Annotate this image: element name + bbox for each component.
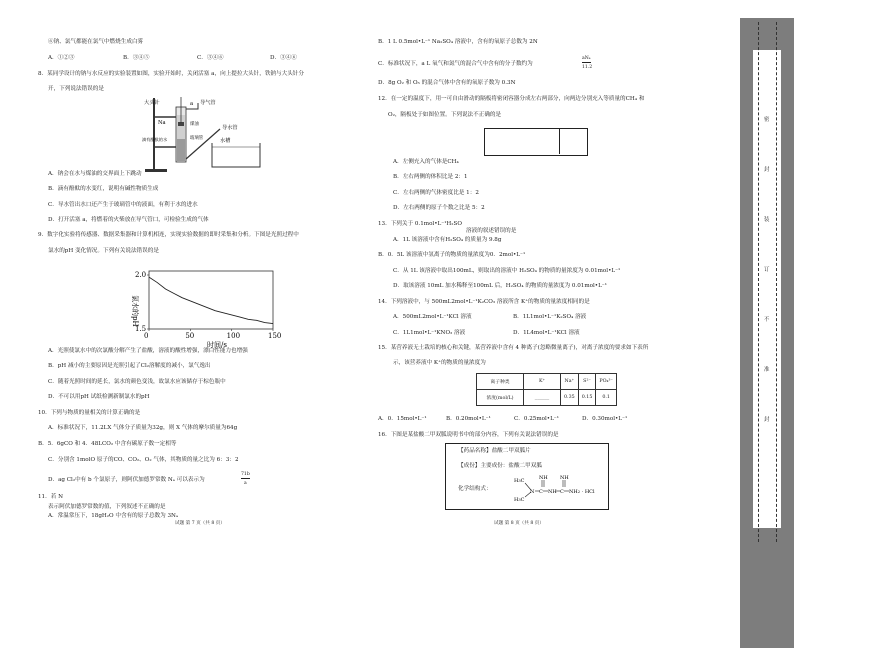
svg-text:H3C: H3C <box>514 497 525 503</box>
q10-option-b: B．5．6gCO 和 4．48LCO₂ 中含有碳原子数一定相等 <box>38 441 177 447</box>
q8-stem-line2: 开，下列说法错误的是 <box>48 86 104 92</box>
page-footer-left: 试题 第 7 页（共 8 页） <box>175 521 225 526</box>
iron-stand-base <box>145 169 167 172</box>
table-header-cell: 离子种类 <box>477 374 524 390</box>
drain-tube <box>186 129 220 159</box>
q9-option-d: D．不可以用pH 试纸检测新制氯水的pH <box>48 394 150 400</box>
svg-text:NH2 · HCl: NH2 · HCl <box>569 489 595 495</box>
q15-stem-line2: 示，该营养液中 K⁺的物质的量浓度为 <box>393 360 486 366</box>
table-cell: 0.15 <box>578 390 596 406</box>
q15-option-b: B．0.20mol•L⁻¹ <box>446 416 491 422</box>
svg-text:C: C <box>560 489 564 495</box>
table-cell: 0.35 <box>561 390 579 406</box>
label-na: Na <box>158 120 166 126</box>
q15-option-d: D．0.30mol•L⁻¹ <box>582 416 628 422</box>
table-header-cell: K⁺ <box>524 374 561 390</box>
q12-stem-line2: O₂，隔板处于如图位置。下列说法不正确的是 <box>388 112 502 118</box>
q11-stem-line2: 表示阿伏加德罗常数的值，下列叙述不正确的是 <box>48 504 166 510</box>
q12-partition <box>559 128 560 154</box>
table-header-cell: Na⁺ <box>561 374 579 390</box>
q14-option-d: D．1L4mol•L⁻¹KCl 溶液 <box>513 330 580 336</box>
q9-option-a: A．光照使氯水中的次氯酸分解产生了盐酸，溶液的酸性增强，漂白性能力也增强 <box>48 348 248 354</box>
q10-option-c: C．分别含 1molO 原子的CO、CO₂、O₂ 气体，其物质的量之比为 6：3：2 <box>48 457 239 463</box>
label-phenolphthalein-water: 滴有酚酞的水 <box>142 137 168 142</box>
q13-option-a: A．1L 该溶液中含有H₂SO₄ 的质量为 9.8g <box>393 237 502 243</box>
table-header-cell: PO₄³⁻ <box>596 374 617 390</box>
table-header-cell: S²⁻ <box>578 374 596 390</box>
svg-text:NH: NH <box>548 489 557 495</box>
q9-option-b: B．pH 减小的主要原因是光照引起了Cl₂溶解度的减小，氯气逸出 <box>48 363 211 369</box>
label-pin: 大头针 <box>144 100 160 106</box>
binding-char: 封 <box>764 167 770 173</box>
seal-dashed-line <box>758 22 759 542</box>
page-footer-right: 试题 第 8 页（共 8 页） <box>494 521 544 526</box>
q13-option-d: D．取该溶液 10mL 加水稀释至100mL 后，H₂SO₄ 的物质的量浓度为 0.01mol•L⁻¹ <box>393 283 607 289</box>
q11-option-a: A．常温常压下，18gH₂O 中含有的原子总数为 3Nₐ <box>48 513 179 519</box>
q8-option-d: D．打开活塞 a，将燃着的火柴放在导气管口，可检验生成的气体 <box>48 217 209 223</box>
q10-fraction-numerator: 71b <box>241 472 250 477</box>
drug-name-line: 【药品名称】盐酸二甲双胍片 <box>458 448 531 454</box>
q15-option-c: C．0.25mol•L⁻¹ <box>514 416 559 422</box>
q7-option-a: A．①②③ <box>48 55 75 61</box>
label-glass-tube: 玻璃管 <box>190 136 204 141</box>
seal-dashed-line <box>776 22 777 542</box>
q12-option-d: D．左右两侧的原子个数之比是 5：2 <box>393 205 485 211</box>
q14-option-b: B．1L1mol•L⁻¹K₂SO₄ 溶液 <box>513 314 587 320</box>
label-kerosene: 煤油 <box>190 122 199 127</box>
q12-stem-line1: 12．在一定的温度下，用一可自由滑动的隔板将密闭容器分成左右两部分，向两边分别充入等质量的CH₄ 和 <box>378 96 645 102</box>
q16-stem: 16．下图是某盐酸二甲双胍说明书中的部分内容，下列有关说法错误的是 <box>378 432 559 438</box>
q11-c-fraction-numerator: aNₐ <box>582 56 591 61</box>
ph-line-chart <box>125 265 285 350</box>
table-row <box>477 374 617 390</box>
table-row <box>477 390 617 406</box>
intro-line: ⑥钠、氯气都能在氯气中燃烧生成白雾 <box>48 39 144 45</box>
q7-option-d: D．③④⑥ <box>270 55 297 61</box>
chart-x-tick-label: 150 <box>268 332 282 340</box>
q8-option-a: A．钠会在水与煤油的交界面上下跳动 <box>48 171 142 177</box>
q11-stem-line1: 11．若 N <box>38 494 63 500</box>
q14-option-c: C．1L1mol•L⁻¹KNO₃ 溶液 <box>393 330 466 336</box>
q7-option-c: C．③④⑥ <box>197 55 224 61</box>
label-a: a <box>190 101 194 107</box>
label-gas-tube: 导气管 <box>200 100 216 106</box>
chart-x-tick-label: 0 <box>144 332 149 340</box>
q12-container-figure <box>484 128 588 156</box>
q10-option-d: D．ag Cl₂中有 b 个氯原子，则阿伏加德罗常数 Nₐ 可以表示为 <box>48 477 205 483</box>
q14-stem: 14．下列溶液中，与 500mL2mol•L⁻¹K₂CO₃ 溶液所含 K⁺的物质的量浓度相同的是 <box>378 299 590 305</box>
label-trough: 水槽 <box>220 138 231 144</box>
table-cell: ______ <box>524 390 561 406</box>
q12-option-c: C．左右两侧的气体密度比是 1：2 <box>393 190 479 196</box>
q8-option-c: C．导水管出水口还产生于玻璃管中的液面，有利于水的进水 <box>48 202 198 208</box>
q11-option-c: C．标准状况下，a L 氧气和氮气的混合气中含有的分子数约为 <box>378 61 533 67</box>
q11-c-fraction-denominator: 11.2 <box>582 65 593 70</box>
label-drain-tube: 导水管 <box>222 125 238 131</box>
q12-option-b: B．左右两侧的体积比是 2：1 <box>393 174 468 180</box>
binding-char: 密 <box>764 117 770 123</box>
chart-x-tick-label: 50 <box>185 332 195 340</box>
q8-option-b: B．滴有酚酞的水变红，说明有碱性物质生成 <box>48 186 159 192</box>
q13-option-b: B．0．5L 该溶液中氢离子的物质的量浓度为0．2mol•L⁻¹ <box>378 252 526 258</box>
chart-x-tick-label: 100 <box>226 332 241 340</box>
binding-char: 订 <box>764 267 770 273</box>
table-cell: 0.1 <box>596 390 617 406</box>
q15-option-a: A．0．15mol•L⁻¹ <box>378 416 427 422</box>
drug-component-line: 【成份】主要成份：盐酸二甲双胍 <box>458 463 542 469</box>
phenolphthalein-water-layer <box>177 139 185 161</box>
binding-char: 封 <box>764 417 770 423</box>
q13-option-c: C．从 1L 该溶液中取出100mL，则取出的溶液中 H₂SO₄ 的物质的量浓度为 0.01mol•L⁻¹ <box>393 268 621 274</box>
chart-y-tick-label: 1.5 <box>135 325 147 333</box>
metformin-structure <box>512 473 604 505</box>
structure-label: 化学结构式： <box>458 486 492 492</box>
svg-text:C: C <box>539 489 543 495</box>
q14-option-a: A．500mL2mol•L⁻¹KCl 溶液 <box>393 314 472 320</box>
q10-fraction-denominator: a <box>244 481 247 486</box>
binding-char: 不 <box>764 317 770 323</box>
q12-option-a: A．左侧充入的气体是CH₄ <box>393 159 459 165</box>
q13-stem-a: 13．下列关于 0.1mol•L⁻¹H₂SO <box>378 221 462 227</box>
q8-stem-line1: 8．某同学设计的钠与水反应的实验装置如图，实验开始时，关闭活塞 a，向上提拉大头针，铁钠与大头针分 <box>38 71 304 77</box>
chart-ylabel: 氯水的pH <box>131 295 139 327</box>
q9-stem-line2: 氯水的pH 变化情况。下列有关说法错误的是 <box>48 248 159 254</box>
svg-text:NH: NH <box>560 475 569 481</box>
chart-xlabel: 时间/s <box>207 341 227 349</box>
q15-stem-line1: 15．某营养液无土栽培的核心和关键，某营养液中含有 4 种离子(忽略微量离子)，对离子浓度的要求如下表所 <box>378 345 649 351</box>
water-trough <box>212 143 260 167</box>
q9-stem-line1: 9．数字化实验将传感器、数据采集器和计算机相连，实现实验数据的即时采集和分析。下图是光照过程中 <box>38 232 299 238</box>
drug-info-box <box>445 443 609 510</box>
q10-option-a: A．标准状况下，11.2LX 气体分子质量为32g，则 X 气体的摩尔质量为64g <box>48 425 238 431</box>
q13-stem-b: 溶液的叙述错误的是 <box>466 228 517 234</box>
chart-series-line <box>149 277 273 323</box>
svg-text:NH: NH <box>539 475 548 481</box>
binding-char: 准 <box>764 367 770 373</box>
q9-option-c: C．随着光照时间的延长，氯水的颜色变浅，故氯水应该储存于棕色瓶中 <box>48 379 226 385</box>
sodium-water-apparatus-figure <box>140 95 265 175</box>
table-row-label: 浓度(mol/L) <box>477 390 524 406</box>
binding-char: 装 <box>764 217 770 223</box>
svg-text:H3C: H3C <box>514 478 525 484</box>
ion-concentration-table <box>476 373 617 406</box>
svg-text:N: N <box>530 489 535 495</box>
chart-y-tick-label: 2.0 <box>135 271 147 279</box>
q11-option-d: D．8g O₂ 和 O₃ 的混合气体中含有的氧原子数为 0.3N <box>378 80 516 86</box>
q7-option-b: B．③④⑤ <box>123 55 150 61</box>
q10-stem: 10．下列与物质的量相关的计算正确的是 <box>38 410 141 416</box>
iron-stand-post <box>153 98 155 170</box>
q11-option-b: B．1 L 0.5mol•L⁻¹ Na₂SO₄ 溶液中，含有的氧原子总数为 2N <box>378 39 538 45</box>
